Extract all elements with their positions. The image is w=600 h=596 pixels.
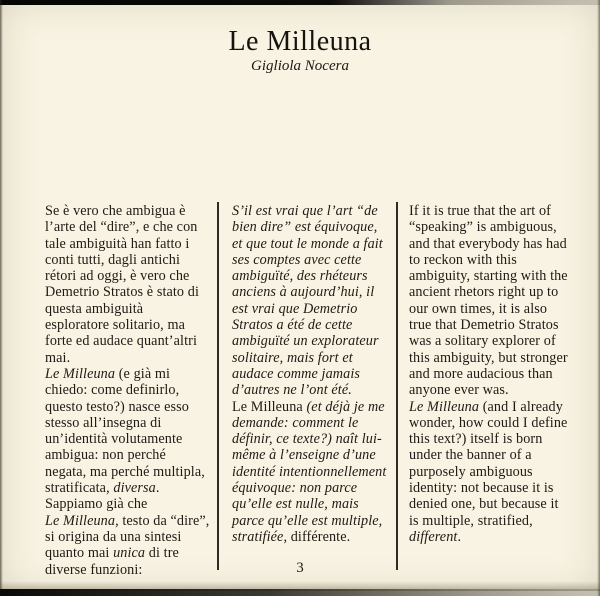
scan-edge-left <box>0 0 3 596</box>
column-french-text: S’il est vrai que l’art “de bien dire” est équivoque, et que tout le monde a fait ses comptes avec cette ambiguïté, des rhéteurs anciens à aujourd’hui, il est vrai que Demetrio Stratos a été de cette ambiguïté un explorateur solitaire, mais fort et audace comme jamais d’autres ne l’ont été. Le Milleuna (et déjà je me demande: comment le définir, ce texte?) naît lui-même à l’enseigne d’une identité intentionnellement équivoque: non parce qu’elle est nulle, mais parce qu’elle est multiple, stratifiée, différente. <box>232 203 387 545</box>
scan-edge-bottom <box>0 589 600 596</box>
column-english-text: If it is true that the art of “speaking” is ambiguous, and that everybody has had to reckon with this ambiguity, starting with the ancient rhetors right up to our own times, it is also true that Demetrio Stratos was a solitary explorer of this ambiguity, but stronger and more audacious than anyone ever was. Le Milleuna (and I already wonder, how could I define this text?) itself is born under the banner of a purposely ambiguous identity: not because it is denied one, but because it is multiple, stratified, different. <box>409 203 568 545</box>
page-author: Gigliola Nocera <box>251 58 349 74</box>
scan-edge-top <box>0 0 600 5</box>
column-divider-left <box>217 202 219 570</box>
page-title: Le Milleuna <box>228 26 372 57</box>
column-divider-right <box>396 202 398 570</box>
page-number: 3 <box>296 560 304 576</box>
column-italian-text: Se è vero che ambigua è l’arte del “dire”, e che con tale ambiguità han fatto i conti tutti, dagli antichi rétori ad oggi, è vero che Demetrio Stratos è stato di questa ambiguità esploratore solitario, ma forte ed audace quant’altri mai. Le Milleuna (e già mi chiedo: come definirlo, questo testo?) nasce esso stesso all’insegna di un’identità volutamente ambigua: non perché negata, ma perché multipla, stratificata, diversa. Sappiamo già che Le Milleuna, testo da “dire”, si origina da una sintesi quanto mai unica di tre diverse funzioni: <box>45 203 210 578</box>
